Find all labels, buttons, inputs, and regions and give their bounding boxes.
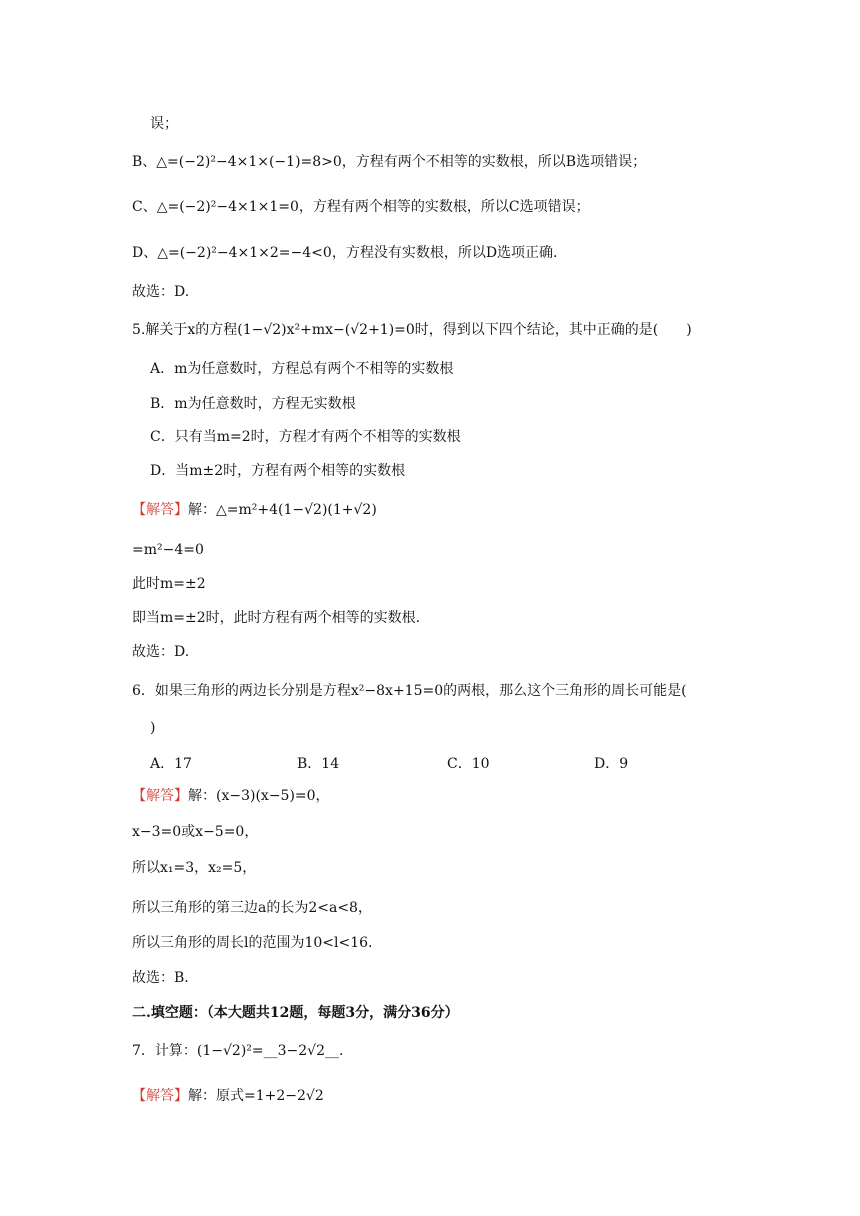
answer-text: 解：△=m²+4(1−√2)(1+√2) (188, 502, 377, 518)
text-line: 所以x₁=3，x₂=5， (132, 860, 257, 876)
section-heading: 二.填空题：（本大题共12题，每题3分，满分36分） (132, 1005, 459, 1021)
option-c: C．10 (447, 756, 490, 772)
question-5: 5.解关于x的方程(1−√2)x²+mx−(√2+1)=0时，得到以下四个结论，其中正确的是( ) (132, 322, 692, 338)
option-c: C．只有当m=2时，方程才有两个不相等的实数根 (150, 429, 461, 445)
question-7: 7．计算：(1−√2)²=__3−2√2__. (132, 1043, 344, 1059)
option-b: B．14 (297, 756, 340, 772)
text-line: x−3=0或x−5=0， (132, 824, 259, 840)
text-line: D、△=(−2)²−4×1×2=−4<0，方程没有实数根，所以D选项正确. (132, 245, 558, 261)
answer-text: 解：原式=1+2−2√2 (188, 1088, 324, 1104)
text-line: 故选：D. (132, 644, 190, 660)
text-line: B、△=(−2)²−4×1×(−1)=8>0，方程有两个不相等的实数根，所以B选项错误； (132, 154, 647, 170)
text-line: =m²−4=0 (132, 542, 204, 558)
text-line: C、△=(−2)²−4×1×1=0，方程有两个相等的实数根，所以C选项错误； (132, 199, 590, 215)
answer-line (132, 500, 377, 520)
text-line: 所以三角形的周长l的范围为10<l<16. (132, 935, 373, 951)
answer-tag: 【解答】 (132, 788, 188, 804)
answer-line (132, 786, 330, 806)
option-a: A．m为任意数时，方程总有两个不相等的实数根 (150, 361, 454, 377)
answer-line (132, 1086, 324, 1106)
option-d: D．当m±2时，方程有两个相等的实数根 (150, 463, 406, 479)
text-line: ) (150, 720, 156, 736)
text-line: 故选：B. (132, 970, 189, 986)
text-line: 故选：D. (132, 284, 190, 300)
text-line: 所以三角形的第三边a的长为2<a<8， (132, 900, 372, 916)
question-6: 6．如果三角形的两边长分别是方程x²−8x+15=0的两根，那么这个三角形的周长可能是( (132, 683, 687, 699)
option-a: A．17 (150, 756, 192, 772)
answer-tag: 【解答】 (132, 502, 188, 518)
option-b: B．m为任意数时，方程无实数根 (150, 396, 356, 412)
answer-tag: 【解答】 (132, 1088, 188, 1104)
text-line: 即当m=±2时，此时方程有两个相等的实数根. (132, 610, 421, 626)
text-line: 此时m=±2 (132, 576, 206, 592)
option-d: D．9 (594, 756, 629, 772)
answer-text: 解：(x−3)(x−5)=0， (188, 788, 330, 804)
text-line: 误； (150, 116, 178, 132)
